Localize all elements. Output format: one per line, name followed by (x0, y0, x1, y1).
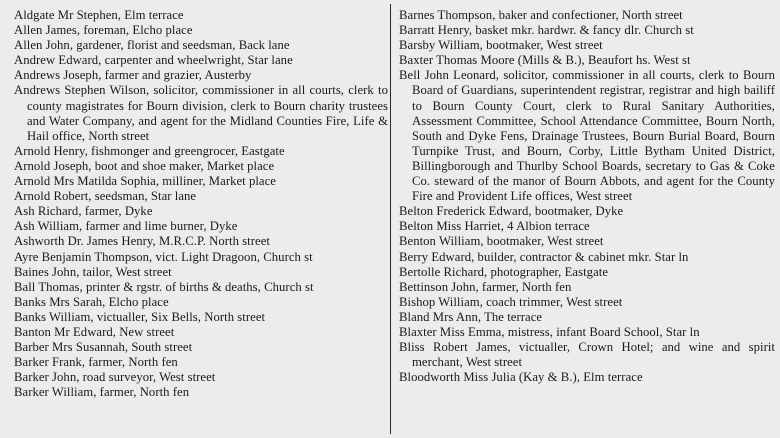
directory-entry: Belton Frederick Edward, bootmaker, Dyke (399, 204, 624, 219)
directory-entry: Bloodworth Miss Julia (Kay & B.), Elm terrace (399, 370, 643, 385)
directory-entry: Bishop William, coach trimmer, West street (399, 294, 623, 309)
directory-entry: Ayre Benjamin Thompson, vict. Light Dragoon, Church st (14, 249, 313, 264)
directory-entry: Banks William, victualler, Six Bells, North street (14, 309, 266, 324)
directory-entry: Barker Frank, farmer, North fen (14, 355, 178, 370)
directory-entry: Banton Mr Edward, New street (14, 324, 175, 339)
directory-entry: Baines John, tailor, West street (14, 264, 172, 279)
directory-entry: Bliss Robert James, victualler, Crown Hotel; and wine and spirit merchant, West street (399, 340, 775, 370)
directory-entry: Allen James, foreman, Elcho place (14, 23, 193, 38)
directory-entry: Andrews Joseph, farmer and grazier, Austerby (14, 68, 252, 83)
directory-entry: Ash William, farmer and lime burner, Dyke (14, 219, 238, 234)
directory-entry: Baxter Thomas Moore (Mills & B.), Beaufort hs. West st (399, 53, 691, 68)
directory-entry: Ash Richard, farmer, Dyke (14, 204, 153, 219)
directory-entry: Berry Edward, builder, contractor & cabinet mkr. Star ln (399, 249, 689, 264)
directory-entry: Andrews Stephen Wilson, solicitor, commissioner in all courts, clerk to county magistrates for Bourn division, clerk to Bourn charity trustees and Water Company, and agent for the Midland Counties Fire, Life & Hail office, North street (14, 83, 388, 143)
directory-entry: Barber Mrs Susannah, South street (14, 340, 193, 355)
directory-entry: Benton William, bootmaker, West street (399, 234, 604, 249)
directory-entry: Belton Miss Harriet, 4 Albion terrace (399, 219, 590, 234)
directory-entry: Barratt Henry, basket mkr. hardwr. & fancy dlr. Church st (399, 23, 694, 38)
column-divider (390, 4, 391, 434)
right-column (399, 8, 775, 385)
directory-entry: Bettinson John, farmer, North fen (399, 279, 572, 294)
directory-entry: Arnold Robert, seedsman, Star lane (14, 189, 197, 204)
directory-entry: Aldgate Mr Stephen, Elm terrace (14, 8, 184, 22)
left-column (14, 8, 388, 400)
directory-entry: Barsby William, bootmaker, West street (399, 38, 603, 53)
directory-entry: Blaxter Miss Emma, mistress, infant Board School, Star ln (399, 324, 700, 339)
directory-entry: Andrew Edward, carpenter and wheelwright, Star lane (14, 53, 293, 68)
directory-entry: Allen John, gardener, florist and seedsman, Back lane (14, 38, 290, 53)
directory-entry: Arnold Mrs Matilda Sophia, milliner, Market place (14, 174, 276, 189)
directory-entry: Barker John, road surveyor, West street (14, 370, 216, 385)
directory-entry: Barnes Thompson, baker and confectioner, North street (399, 8, 683, 22)
directory-entry: Banks Mrs Sarah, Elcho place (14, 294, 169, 309)
directory-entry: Ball Thomas, printer & rgstr. of births & deaths, Church st (14, 279, 314, 294)
directory-entry: Bland Mrs Ann, The terrace (399, 309, 543, 324)
directory-entry: Arnold Joseph, boot and shoe maker, Market place (14, 158, 275, 173)
directory-entry: Barker William, farmer, North fen (14, 385, 190, 400)
directory-entry: Bertolle Richard, photographer, Eastgate (399, 264, 609, 279)
directory-entry: Arnold Henry, fishmonger and greengrocer, Eastgate (14, 143, 285, 158)
directory-entry: Bell John Leonard, solicitor, commissioner in all courts, clerk to Bourn Board of Guardians, superintendent registrar, registrar and high bailiff to Bourn County Court, clerk to Rural Sanitary Authorities, Assessment Committee, School Attendance Committee, Bourn North, South and Dyke Fens, Drainage Trustees, Bourn Burial Board, Bourn Turnpike Trust, and Bourn, Corby, Little Bytham United District, Billingborough and Thurlby School Boards, secretary to Gas & Coke Co. steward of the manor of Bourn Abbots, and agent for the County Fire and Provident Life offices, West street (399, 68, 775, 204)
directory-entry: Ashworth Dr. James Henry, M.R.C.P. North street (14, 234, 270, 249)
